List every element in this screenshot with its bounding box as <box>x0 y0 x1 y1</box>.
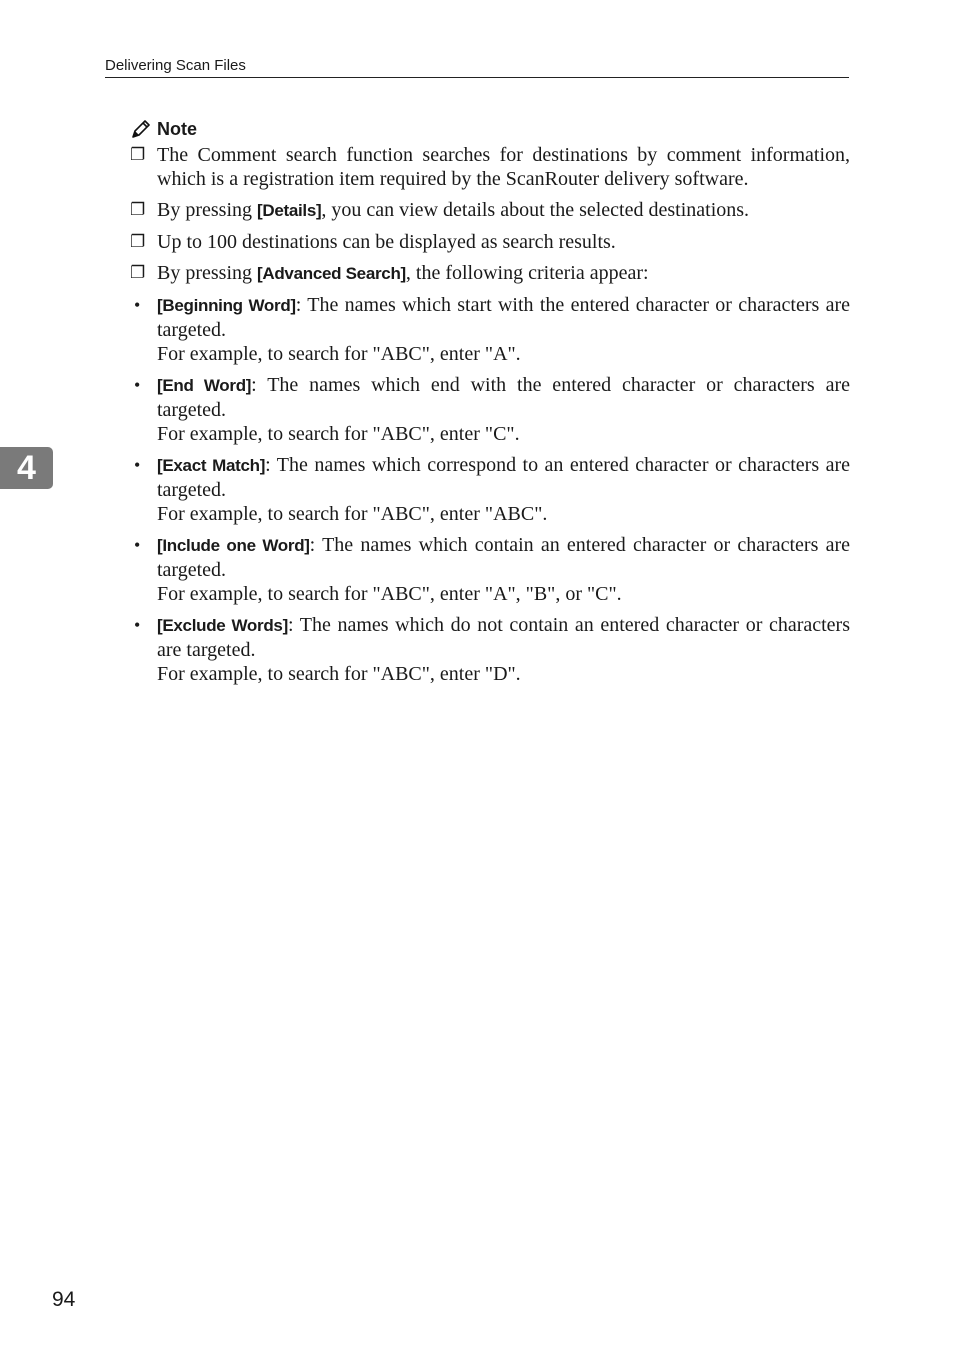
criteria-item <box>130 533 850 606</box>
running-header: Delivering Scan Files <box>105 57 849 78</box>
criteria-description: : The names which end with the entered character or characters are targeted. <box>157 374 850 421</box>
criteria-item <box>130 453 850 526</box>
bullet-icon: • <box>134 375 141 395</box>
checkbox-icon: ❐ <box>130 263 146 282</box>
bullet-icon: • <box>134 455 141 475</box>
criteria-key-label: [Beginning Word] <box>157 296 296 315</box>
note-heading <box>130 118 850 140</box>
advanced-search-key-label: [Advanced Search] <box>257 264 406 283</box>
checkbox-icon: ❐ <box>130 232 146 251</box>
checkbox-icon: ❐ <box>130 145 146 164</box>
criteria-item <box>130 293 850 366</box>
criteria-description: : The names which correspond to an entered character or characters are targeted. <box>157 454 850 501</box>
bullet-icon: • <box>134 535 141 555</box>
bullet-icon: • <box>134 295 141 315</box>
note-item <box>130 230 850 254</box>
note-item-text: The Comment search function searches for destinations by comment information, which is a registration item required by the ScanRouter delivery software. <box>157 144 850 190</box>
note-item <box>130 143 850 191</box>
note-item-text: Up to 100 destinations can be displayed as search results. <box>157 231 616 253</box>
criteria-item <box>130 613 850 686</box>
criteria-example: For example, to search for "ABC", enter "A". <box>157 343 521 365</box>
note-item <box>130 198 850 223</box>
criteria-description: : The names which start with the entered character or characters are targeted. <box>157 294 851 341</box>
details-key-label: [Details] <box>257 201 322 220</box>
note-item-pre: By pressing <box>157 262 257 284</box>
chapter-tab: 4 <box>0 447 53 489</box>
bullet-icon: • <box>134 615 141 635</box>
criteria-key-label: [Include one Word] <box>157 536 310 555</box>
note-item <box>130 261 850 286</box>
note-item-post: , you can view details about the selected destinations. <box>321 199 750 221</box>
note-title: Note <box>157 118 197 139</box>
note-item-post: , the following criteria appear: <box>405 262 649 284</box>
criteria-example: For example, to search for "ABC", enter "A", "B", or "C". <box>157 583 622 605</box>
criteria-example: For example, to search for "ABC", enter "C". <box>157 423 520 445</box>
criteria-example: For example, to search for "ABC", enter "D". <box>157 663 521 685</box>
criteria-key-label: [Exclude Words] <box>157 616 288 635</box>
criteria-description: : The names which contain an entered character or characters are targeted. <box>157 534 850 581</box>
criteria-key-label: [End Word] <box>157 376 252 395</box>
criteria-example: For example, to search for "ABC", enter "ABC". <box>157 503 548 525</box>
note-item-pre: By pressing <box>157 199 257 221</box>
checkbox-icon: ❐ <box>130 200 146 219</box>
criteria-item <box>130 373 850 446</box>
note-section <box>130 118 850 693</box>
page-number: 94 <box>52 1288 76 1311</box>
criteria-description: : The names which do not contain an entered character or characters are targeted. <box>157 614 851 661</box>
criteria-key-label: [Exact Match] <box>157 456 266 475</box>
pencil-icon <box>130 118 152 140</box>
